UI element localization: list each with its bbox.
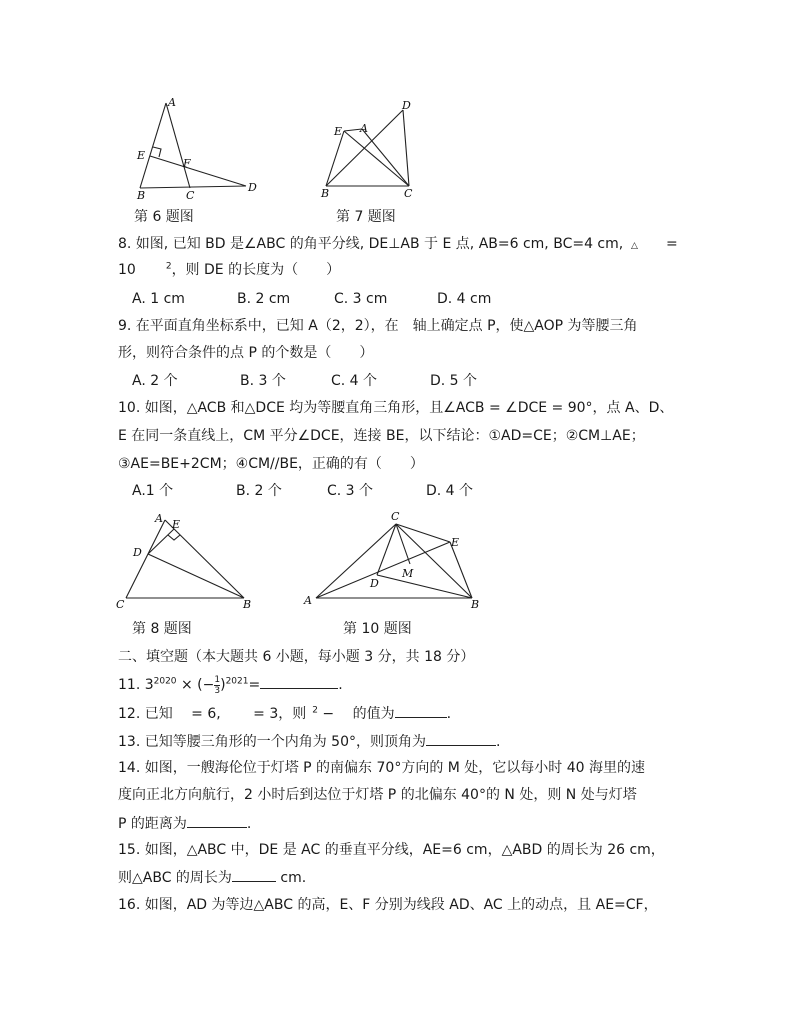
answer-blank[interactable] [260,674,338,689]
label-A: A [155,512,163,525]
q9-option-c: C. 4 个 [331,373,378,389]
q11-line: 11. $3^{2020}$ × (− $\frac{1}{3}$ )$^{2021}$= . [118,674,343,696]
label-C: C [404,187,413,200]
segment-ED [150,156,246,186]
q8-triangle-symbol: △ [631,241,638,251]
q10-line1: 10. 如图，△ACB 和△DCE 均为等腰直角三角形，且∠ACB = ∠DCE = 90°，点 A、D、 [118,400,674,416]
figure-10 [300,508,490,616]
segment-CB [396,524,472,598]
q8-line2: 10 $^2$，则 DE 的长度为（ ） [118,261,341,278]
q8-option-d: D. 4 cm [437,291,492,307]
q10-line2: E 在同一条直线上，CM 平分∠DCE，连接 BE，以下结论：①AD=CE；②CM⊥AE； [118,428,645,444]
q15-line1: 15. 如图，△ABC 中，DE 是 AC 的垂直平分线，AE=6 cm，△ABD 的周长为 26 cm， [118,842,665,858]
q9-line2: 形，则符合条件的点 P 的个数是（ ） [118,345,374,361]
q10-option-a: A.1 个 [132,483,174,499]
fraction-one-third: $\frac{1}{3}$ [214,674,221,696]
q14-line2: 度向正北方向航行，2 小时后到达位于灯塔 P 的北偏东 40°的 N 处，则 N 处与灯塔 [118,787,637,803]
q8-line1: 8. 如图, 已知 BD 是∠ABC 的角平分线, DE⊥AB 于 E 点, AB=6 cm, BC=4 cm, [118,236,624,252]
q13-line: 13. 已知等腰三角形的一个内角为 50°，则顶角为 . [118,731,500,752]
segment-CM [396,524,410,564]
q10-line3: ③AE=BE+2CM；④CM//BE，正确的有（ ） [118,456,424,472]
answer-blank[interactable] [426,731,496,746]
q8-option-b: B. 2 cm [237,291,291,307]
label-E: E [451,536,460,549]
label-C: C [186,189,195,202]
segment-BD [140,186,246,188]
q10-option-b: B. 2 个 [236,483,282,499]
label-D: D [248,181,257,194]
answer-blank[interactable] [232,867,276,882]
segment-CD [377,524,396,575]
q14-line1: 14. 如图，一艘海伦位于灯塔 P 的南偏东 70°方向的 M 处，它以每小时 40 海里的速 [118,760,646,776]
segment-AE [316,542,450,598]
label-E: E [334,125,343,138]
label-A: A [360,122,368,135]
q14-line3: P 的距离为 . [118,813,251,834]
segment-CE [396,524,450,542]
segment-EB [450,542,472,598]
segment-DB [148,554,244,598]
q12-line: 12. 已知 = 6, = 3，则 $^2$ − 的值为 . [118,703,451,724]
label-A: A [304,594,312,607]
q10-option-d: D. 4 个 [426,483,474,499]
answer-blank[interactable] [187,813,247,828]
segment-AC [362,129,409,186]
answer-blank[interactable] [395,703,447,718]
label-B: B [321,187,330,200]
segment-AC [166,103,190,188]
q16-line1: 16. 如图，AD 为等边△ABC 的高，E、F 分别为线段 AD、AC 上的动点，且 AE=CF， [118,897,658,913]
q10-option-c: C. 3 个 [327,483,374,499]
q8-option-c: C. 3 cm [334,291,388,307]
segment-DE [148,529,174,554]
figure-7 [318,98,428,203]
q8-option-a: A. 1 cm [132,291,185,307]
label-M: M [402,567,414,580]
label-E: E [137,149,146,162]
right-angle-mark [168,535,180,540]
label-B: B [471,598,480,611]
figure-7-caption: 第 7 题图 [336,209,396,225]
label-B: B [137,189,146,202]
figure-6 [128,95,268,205]
segment-DC [403,110,409,186]
segment-AC [316,524,396,598]
q9-line1: 9. 在平面直角坐标系中，已知 A（2，2），在 轴上确定点 P，使△AOP 为等腰三角 [118,318,638,334]
label-E: E [172,518,181,531]
q9-option-b: B. 3 个 [240,373,286,389]
right-angle-mark [153,147,161,157]
figure-8-caption: 第 8 题图 [132,621,192,637]
label-D: D [370,577,379,590]
figure-10-caption: 第 10 题图 [343,621,412,637]
section-heading: 二、填空题（本大题共 6 小题，每小题 3 分，共 18 分） [118,649,475,665]
segment-AB [140,103,166,188]
figure-6-caption: 第 6 题图 [134,209,194,225]
label-F: F [183,157,191,170]
segment-DB [377,575,472,598]
label-C: C [116,598,125,611]
label-B: B [243,598,252,611]
q8-equals: = [666,236,678,252]
q9-option-d: D. 5 个 [430,373,478,389]
q15-line2: 则△ABC 的周长为 cm. [118,867,306,888]
label-C: C [391,510,400,523]
figure-8 [112,510,262,615]
label-A: A [168,96,176,109]
label-D: D [402,99,411,112]
q9-option-a: A. 2 个 [132,373,178,389]
segment-AB [165,520,244,598]
label-D: D [133,546,142,559]
